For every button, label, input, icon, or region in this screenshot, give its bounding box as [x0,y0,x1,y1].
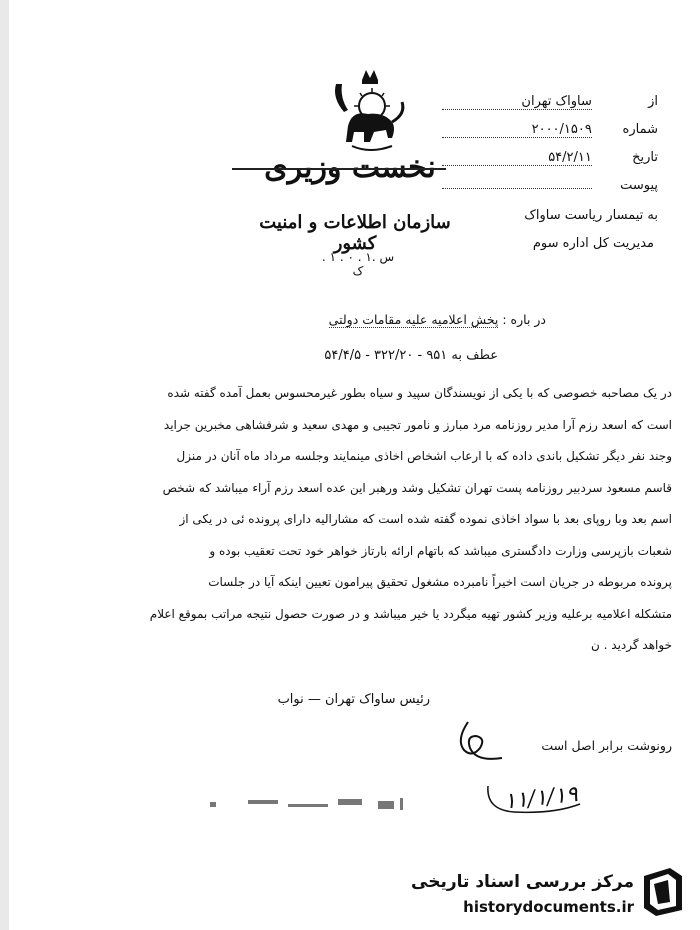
signatory: رئیس ساواک تهران — نواب [277,692,430,707]
body-line: پرونده مربوطه در جریان است اخیراً نامبرده مشغول تحقیق پیرامون تعیین اینکه آیا در جلسات [208,575,672,589]
meta-from-row [428,94,658,110]
date-value: ۵۴/۲/۱۱ [442,150,592,166]
body-line: خواهد گردید . ن [591,638,672,652]
archive-name: مرکز بررسی اسناد تاریخی [411,872,634,892]
to-value: تیمسار ریاست ساواک [524,208,644,223]
reference-line: عطف به ۹۵۱ - ۳۲۲/۲۰ - ۵۴/۴/۵ [324,348,498,363]
body-line: متشکله اعلامیه برعلیه وزیر کشور تهیه میگردد یا خیر میباشد و در صورت حصول نتیجه مراتب بموقع اعلام [149,606,672,621]
from-label: از [648,94,658,109]
from-value: ساواک تهران [442,94,592,110]
attachment-label: پیوست [620,178,658,193]
meta-attachment-row [428,178,658,193]
meta-date-row [428,150,658,166]
department-line: مدیریت کل اداره سوم [532,236,654,251]
subject-label: در باره [510,312,546,327]
to-label: به [647,208,658,223]
reference-code: س .۱ . ۰ . ۱ . ک [321,250,395,278]
recipient-line [524,208,658,223]
subject-line: در باره : پخش اعلامیه علیه مقامات دولتی [328,312,546,327]
letter-body [30,378,672,662]
body-line: اسم بعد وبا روپای بعد با سواد اخاذی نموده گفته شده است که مشارالیه دارای پرونده ئی در یکی از [179,512,672,526]
faded-stamp-mark [208,796,418,812]
body-line: قاسم مسعود سردبیر روزنامه پست تهران تشکیل وشد ورهبر این عده اسعد رزم آراء میباشد که شخص [162,480,672,495]
body-line: وجند نفر دیگر تشکیل باندی داده که با ارعاب اشخاص اخاذی مینمایند وجلسه مرداد ماه آنان در منزل [176,449,672,463]
archive-logo-icon [640,866,686,918]
number-label: شماره [622,122,658,137]
body-line: شعبات بازپرسی وزارت دادگستری میباشد که باتهام ارائه بارتاز خواهر خود تحت تعقیب بوده و [209,543,672,558]
archive-url: historydocuments.ir [463,898,634,916]
date-label: تاریخ [632,150,658,165]
prime-ministry-title: نخست وزیری [264,150,436,185]
attachment-value [442,188,592,189]
body-line: در یک مصاحبه خصوصی که با یکی از نویسندگان سپید و سیاه بطور غیرمحسوس بعمل آمده گفته شده [167,386,672,400]
number-value: ۲۰۰۰/۱۵۰۹ [442,122,592,138]
handwritten-date: ۱۱/۱/۱۹ [502,782,579,815]
true-copy-note: رونوشت برابر اصل است [541,738,672,753]
body-line: است که اسعد رزم آرا مدیر روزنامه مرد مبارز و نامور تجیبی و مهدی سعید و شرفشاهی مخبرین جراید [163,417,672,432]
organization-name: سازمان اطلاعات و امنیت کشور [259,212,451,254]
lion-and-sun-emblem [322,66,418,158]
subject-value: پخش اعلامیه علیه مقامات دولتی [328,312,499,327]
scan-edge [0,0,9,930]
meta-number-row [428,122,658,138]
title-rule [232,168,446,170]
date-flourish [484,780,584,820]
